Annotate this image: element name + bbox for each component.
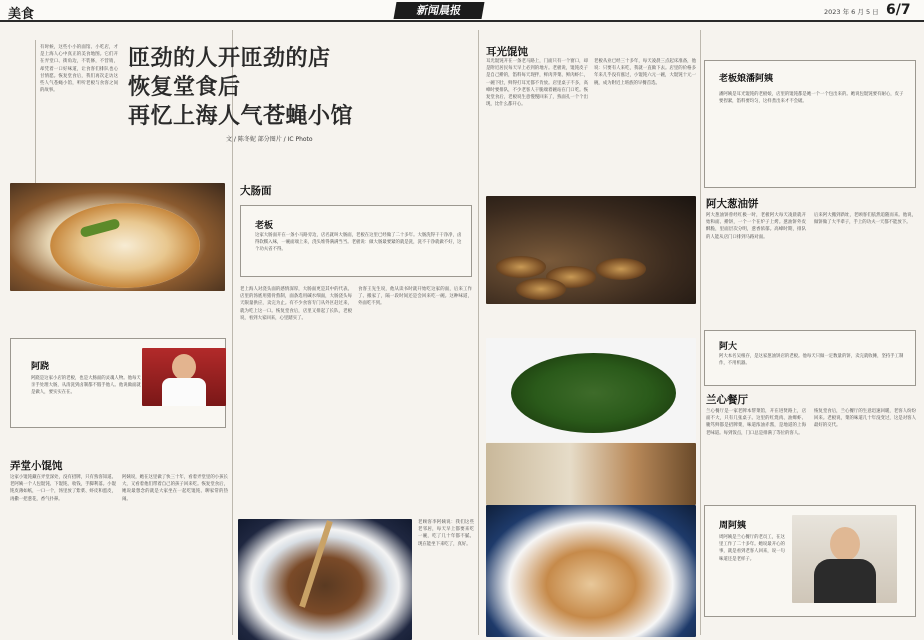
- ada-box-text: 阿大本名吴根存，是这家葱油饼店的老板。他每天只做一定数量的饼，卖完就收摊，坚持手工制作，不用机器。: [719, 354, 904, 367]
- column-divider: [700, 30, 701, 635]
- section-title-erguang: 耳光馄饨: [486, 46, 528, 58]
- boss-box-text: 这家大肠面开在一条小马路旁边，店名就叫大肠面，老板在这里已经做了二十多年。大肠洗得干干净净，卤得软糯入味，一碗面端上来，浇头堆得满满当当。老板说：做大肠最要紧的就是洗，洗不干净就做不好，这个功夫省不得。: [255, 233, 462, 253]
- noodle-bowl-photo: [10, 183, 225, 291]
- headline-line-3: 再忆上海人气苍蝇小馆: [128, 103, 354, 129]
- pancake-shape: [496, 256, 546, 278]
- page-headline: [128, 44, 408, 131]
- publication-date: 2023 年 6 月 5 日: [824, 8, 879, 16]
- nongtang-text-3: 老顾客李阿姨说：我们这些老邻居，每天早上都要来吃一碗，吃了几十年都不腻。现在能坐下来吃了，真好。: [418, 520, 474, 547]
- intro-text: 有时候，这些小小的面馆、小吃店，才是上海人心中真正的美食地图。它们开在弄堂口、街角边，不装修，不营销，却凭着一口好味道，让食客们排队也心甘情愿。恢复堂食后，我们再次走访这些人气苍蝇小馆，听听老板与食客之间的故事。: [40, 45, 118, 94]
- dachangmian-text: 老上海人对浇头面的感情深厚，大肠面更是其中的代表。店里的汤底用猪骨熬制，面条选用碱水细面，大肠浇头每天限量供应，卖完为止。有不少食客专门从外区赶过来，就为吃上这一口。恢复堂食后，店里又排起了长队，老板说，看到大家回来，心里踏实了。: [240, 287, 352, 321]
- headline-line-1: 匝劲的人开匝劲的店: [128, 45, 331, 71]
- face-shape: [172, 354, 196, 380]
- scallion-pancake-photo: [486, 196, 696, 304]
- pancake-shape: [596, 258, 646, 280]
- nongtang-text-2: 阿姨说，她在这里做了快三十年，看着弄堂里的小孩长大，又看着他们带着自己的孩子回来吃。恢复堂食后，她说最想念的就是大家坐在一起吃馄饨、聊家常的热闹。: [122, 475, 228, 502]
- dachangmian-text-2: 食客王先生说，他从读书时就开始吃这家的面，后来工作了、搬家了，隔一段时间还是会回来吃一碗。这种味道，外面吃不到。: [358, 287, 472, 307]
- alei-portrait-photo: [142, 348, 226, 406]
- section-title-nongtang: 弄堂小馄饨: [10, 460, 63, 472]
- apron-shape: [162, 378, 206, 406]
- boss-box: [240, 205, 472, 277]
- laobanniang-box-title: 老板娘潘阿姨: [719, 74, 774, 84]
- section-title-lanxin: 兰心餐厅: [706, 394, 748, 406]
- acong-text-2: 后来阿大搬到新址，老顾客们依然追随而来。他说，做饼做了大半辈子，手上的功夫一天都不能放下。: [814, 213, 916, 226]
- face-shape: [830, 527, 860, 561]
- ada-box-title: 阿大: [719, 342, 738, 352]
- body-shape: [814, 559, 876, 603]
- platter-photo: [486, 443, 696, 505]
- greens-dish-photo: [486, 338, 696, 442]
- ada-box: [704, 330, 916, 386]
- article-credit: 文 / 陈冬妮 部分图片 / IC Photo: [226, 136, 313, 143]
- nongtang-text: 这家小馄饨藏在弄堂深处，没有招牌，只有熟客知道。老阿姨一个人包馄饨、下馄饨、收钱，手脚利落。小馄饨皮薄如纸，一口一个，汤里放了紫菜、虾皮和蛋皮，再撒一把葱花，香气扑鼻。: [10, 475, 116, 502]
- alei-box-text: 阿跷是这家小店的老板，也是大肠面的灵魂人物。他每天亲手处理大肠，从清洗到卤制都不假手他人。他说做面就是做人，要实实在在。: [31, 376, 141, 396]
- zhou-box-title: 周阿姨: [719, 521, 747, 531]
- headline-line-2: 恢复堂食后: [128, 74, 241, 100]
- erguang-text-2: 老板从业已经三十多年，每天凌晨三点起床准备，他说：只要有人来吃，我就一直做下去。店里的价格多年来几乎没有涨过，小馄饨六元一碗，大馄饨十元一碗，成为附近上班族的早餐首选。: [594, 59, 696, 86]
- zhou-portrait-photo: [792, 515, 897, 603]
- masthead-logo: 新闻晨报: [394, 2, 485, 19]
- soup-bowl-photo: [486, 505, 696, 637]
- section-title-dachangmian: 大肠面: [240, 185, 272, 197]
- section-name: 美食: [8, 7, 35, 22]
- lanxin-text: 兰心餐厅是一家老牌本帮菜馆，开在进贤路上，店面不大，只有几张桌子。这里的红烧肉、油爆虾、腌笃鲜都是招牌菜，味道浓油赤酱，是地道的上海老味道。每到饭点，门口总是排满了等位的客人。: [706, 409, 806, 436]
- boss-box-title: 老板: [255, 221, 274, 231]
- laobanniang-box-text: 潘阿姨是耳光馄饨的老板娘，店里的馄饨都是她一个一个包出来的。她说包馄饨要有耐心，皮子要捏紧，馅料要均匀，这样煮出来才不会破。: [719, 92, 904, 105]
- braised-noodle-photo: [238, 519, 412, 640]
- pancake-shape: [516, 278, 566, 300]
- intro-frame: [35, 40, 120, 192]
- bowl-shape: [50, 203, 200, 288]
- page-number: 6/7: [886, 2, 911, 18]
- column-divider: [478, 30, 479, 635]
- lanxin-text-2: 恢复堂食后，兰心餐厅的生意迅速回暖，老客人纷纷回来。老板说，菜的味道几十年没变过，这是对客人最好的交代。: [814, 409, 916, 429]
- laobanniang-box: [704, 60, 916, 188]
- chopsticks-shape: [299, 520, 333, 607]
- erguang-text: 耳光馄饨开在一条老马路上，门面只有一个窗口，却是附近居民每天早上必到的地方。老板说，馄饨皮子是自己擀的，馅料每天现拌，鲜肉荠菜、鲜肉虾仁，一碗下肚，鲜得打耳光都不肯放。店里桌子不多，高峰时要排队，不少老客人干脆端着碗站在门口吃。恢复堂食后，老板说生意慢慢回来了，熟面孔一个个出现，比什么都开心。: [486, 59, 588, 108]
- page-header: [0, 0, 924, 22]
- section-title-acong: 阿大葱油饼: [706, 198, 759, 210]
- acong-text: 阿大葱油饼曾经红极一时，老板阿大每天凌晨就开始和面、擀饼，一个一个在炉子上烤。葱油饼外皮酥脆，里面层次分明，葱香浓郁。高峰时期，排队的人能从店门口排到马路对面。: [706, 213, 806, 240]
- leaves-shape: [511, 353, 676, 433]
- zhou-box-text: 周阿姨是兰心餐厅的老员工，在这里工作了二十多年。她说最开心的事，就是看到老客人回来，说一句味道还是老样子。: [719, 535, 785, 562]
- alei-box-title: 阿跷: [31, 362, 50, 372]
